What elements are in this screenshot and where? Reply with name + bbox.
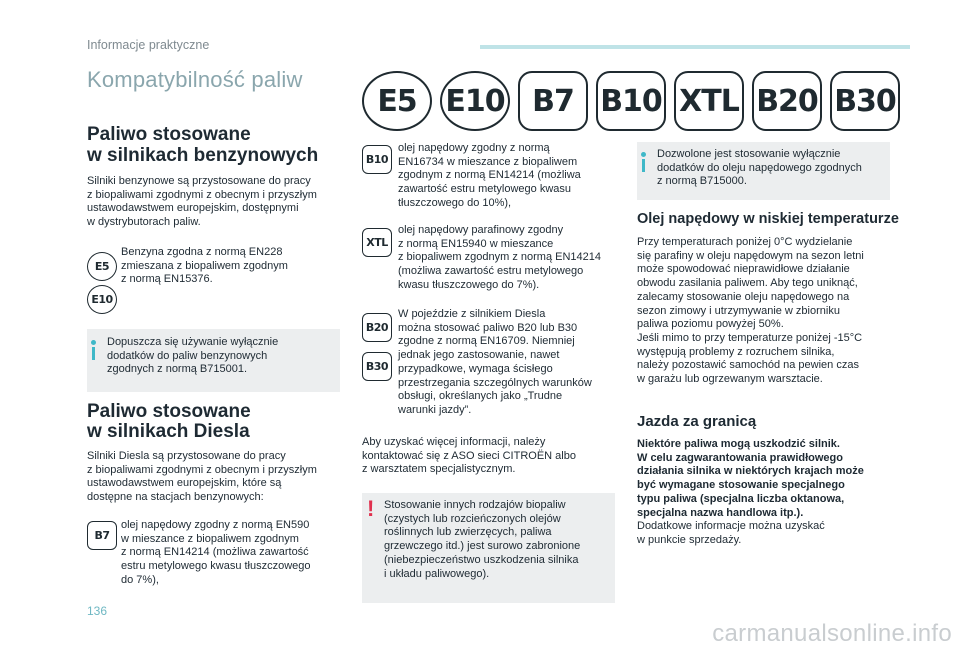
fuel-badge-e10: E10 [440,71,510,131]
diesel-info-text: Dozwolone jest stosowanie wyłącznie dodatków do oleju napędowego zgodnych z normą B715000. [657,148,862,188]
b20-badge-icon: B20 [362,313,392,342]
xtl-text: olej napędowy parafinowy zgodny z normą EN15940 w mieszance z biopaliwem zgodnym z normą EN14214 (możliwa zawartość estru metylowego kwasu tłuszczowego do 7%). [398,224,601,291]
cold-weather-text: Przy temperaturach poniżej 0°C wydzielanie się parafiny w oleju napędowym na sezon letni może spowodować nieprawidłowe działanie obwodu zasilania paliwem. Aby tego uniknąć, zalecamy stosowanie oleju napędowego na sezon zimowy i utrzymywanie w zbiorniku paliwa poziomu powyżej 50%. Jeśli mimo to przy temperaturze poniżej -15°C występują problemy z rozruchem silnika, należy pozostawić samochód na pewien czas w garażu lub ogrzewanym warsztacie. [637,236,864,386]
page-number: 136 [87,604,108,618]
b7-badge-icon: B7 [87,521,117,550]
b10-text: olej napędowy zgodny z normą EN16734 w mieszance z biopaliwem zgodnym z normą EN14214 (możliwa zawartość estru metylowego kwasu tłuszczowego do 10%), [398,142,581,209]
info-icon [92,347,95,360]
warning-text: Stosowanie innych rodzajów biopaliw (czystych lub rozcieńczonych olejów roślinnych lub zwierzęcych, paliwa grzewczego itd.) jest surowo zabronione (niebezpieczeństwo uszkodzenia silnika i układu paliwowego). [384,499,581,580]
petrol-intro: Silniki benzynowe są przystosowane do pracy z biopaliwami zgodnymi z obecnym i przyszłym ustawodawstwem europejskim, dostępnymi w dystrybutorach paliw. [87,175,317,229]
diesel-heading-line2: w silnikach Diesla [87,421,250,442]
diesel-heading-line1: Paliwo stosowane [87,401,251,422]
info-icon-dot [91,340,96,345]
cold-weather-heading: Olej napędowy w niskiej temperaturze [637,211,899,227]
header-accent-bar [480,45,910,49]
e5-badge-icon: E5 [87,252,117,281]
xtl-badge-icon: XTL [362,228,392,257]
section-label: Informacje praktyczne [87,38,210,52]
b20-b30-text: W pojeździe z silnikiem Diesla można stosować paliwo B20 lub B30 zgodne z normą EN16709. Niemniej jednak jego zastosowanie, nawet przypadkowe, wymaga ścisłego przestrzegania szczególnych warunków obsługi, określanych jako „Trudne warunki jazdy”. [398,308,592,416]
petrol-e-text: Benzyna zgodna z normą EN228 zmieszana z biopaliwem zgodnym z normą EN15376. [121,246,288,286]
fuel-badge-b20: B20 [752,71,822,131]
petrol-info-text: Dopuszcza się używanie wyłącznie dodatków do paliw benzynowych zgodnych z normą B715001. [107,336,279,376]
e10-badge-icon: E10 [87,285,117,314]
fuel-badge-e5: E5 [362,71,432,131]
info-icon-dot-right [641,152,646,157]
fuel-badge-b10: B10 [596,71,666,131]
more-info-text: Aby uzyskać więcej informacji, należy kontaktować się z ASO sieci CITROËN albo z warsztatem specjalistycznym. [362,436,576,476]
fuel-badge-b7: B7 [518,71,588,131]
info-icon-right [642,159,645,172]
petrol-heading-line2: w silnikach benzynowych [87,145,319,166]
watermark: carmanualsonline.info [712,620,952,647]
abroad-heading: Jazda za granicą [637,413,757,430]
page-title: Kompatybilność paliw [87,67,303,92]
warning-icon: ! [367,496,375,521]
abroad-text: Dodatkowe informacje można uzyskać w punkcie sprzedaży. [637,520,825,546]
abroad-bold-text: Niektóre paliwa mogą uszkodzić silnik. W celu zagwarantowania prawidłowego działania silnika w niektórych krajach może być wymagane stosowanie specjalnego typu paliwa (specjalna liczba oktanowa, specjalna nazwa handlowa itp.). [637,438,864,519]
fuel-badge-b30: B30 [830,71,900,131]
b10-badge-icon: B10 [362,145,392,174]
b30-badge-icon: B30 [362,352,392,381]
fuel-badge-xtl: XTL [674,71,744,131]
petrol-heading-line1: Paliwo stosowane [87,124,251,145]
b7-text: olej napędowy zgodny z normą EN590 w mieszance z biopaliwem zgodnym z normą EN14214 (możliwa zawartość estru metylowego kwasu tłuszczowego do 7%), [121,519,311,586]
diesel-intro: Silniki Diesla są przystosowane do pracy z biopaliwami zgodnymi z obecnym i przyszłym ustawodawstwem europejskim, które są dostępne na stacjach benzynowych: [87,450,317,504]
